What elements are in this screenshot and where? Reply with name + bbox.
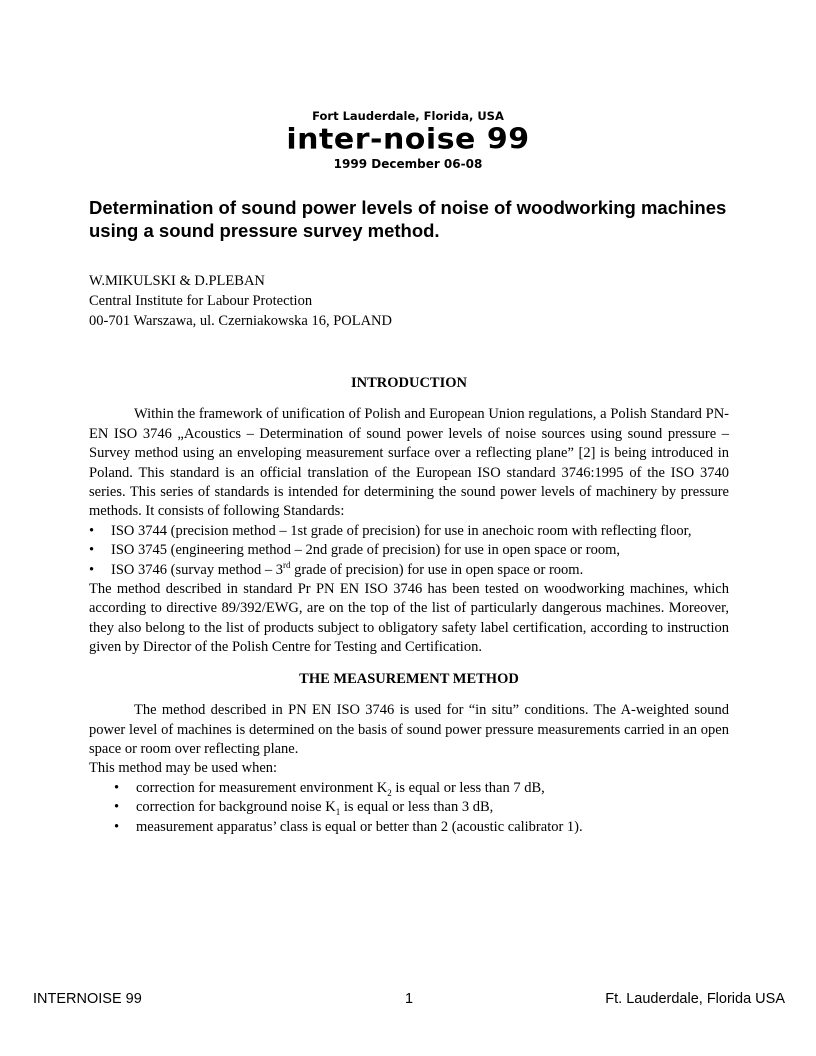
conference-header xyxy=(0,108,816,172)
list-item: • correction for background noise $K_1$ is equal or less than 3 dB, xyxy=(89,798,729,817)
author-institute: Central Institute for Labour Protection xyxy=(89,293,313,309)
conference-logo: inter-noise 99 xyxy=(286,122,530,157)
footer-location: Ft. Lauderdale, Florida USA xyxy=(605,991,785,1007)
list-item: • ISO 3745 (engineering method – 2nd grade of precision) for use in open space or room, xyxy=(89,541,729,560)
list-item: • measurement apparatus’ class is equal or better than 2 (acoustic calibrator 1). xyxy=(89,818,729,837)
footer-conference: INTERNOISE 99 xyxy=(33,991,142,1007)
list-item: • ISO 3744 (precision method – 1st grade of precision) for use in anechoic room with reflecting floor, xyxy=(89,522,729,541)
conditions-list xyxy=(89,779,729,837)
method-lead: This method may be used when: xyxy=(89,760,278,777)
conference-location: Fort Lauderdale, Florida, USA xyxy=(312,109,504,123)
intro-paragraph: Within the framework of unification of Polish and European Union regulations, a Polish Standard PN-EN ISO 3746 „Acoustics – Determination of sound power levels of noise sources using sound pressure – Survey method using an enveloping measurement surface over a reflecting plane” [2] is being introduced in Poland. This standard is an official translation of the European ISO standard 3746:1995 of the ISO 3740 series. This series of standards is intended for determining the sound power levels of machinery by pressure methods. It consists of following Standards: xyxy=(89,406,729,520)
author-names: W.MIKULSKI & D.PLEBAN xyxy=(89,273,265,289)
conference-date: 1999 December 06-08 xyxy=(333,157,483,171)
introduction-heading: INTRODUCTION xyxy=(350,375,467,391)
method-paragraph: The method described in PN EN ISO 3746 is used for “in situ” conditions. The A-weighted sound power level of machines is determined on the basis of sound power pressure measurements carried in an open space or room over reflecting plane. xyxy=(89,702,729,757)
standards-list xyxy=(89,522,729,580)
list-item: • ISO 3746 (survay method – 3rd grade of precision) for use in open space or room. xyxy=(89,561,729,580)
paper-title: Determination of sound power levels of noise of woodworking machines using a sound pressure survey method. xyxy=(89,197,727,241)
author-address: 00-701 Warszawa, ul. Czerniakowska 16, POLAND xyxy=(89,313,392,329)
author-block xyxy=(89,271,392,331)
list-item: • correction for measurement environment $K_2$ is equal or less than 7 dB, xyxy=(89,779,729,798)
paper-body xyxy=(89,374,729,837)
method-heading: THE MEASUREMENT METHOD xyxy=(299,670,519,687)
page-number: 1 xyxy=(404,991,414,1007)
intro-paragraph-2: The method described in standard Pr PN EN ISO 3746 has been tested on woodworking machines, which according to directive 89/392/EWG, are on the top of the list of particularly dangerous machines. Moreover, they also belong to the list of products subject to obligatory safety label certification, according to instruction given by Director of the Polish Centre for Testing and Certification. xyxy=(89,581,729,656)
